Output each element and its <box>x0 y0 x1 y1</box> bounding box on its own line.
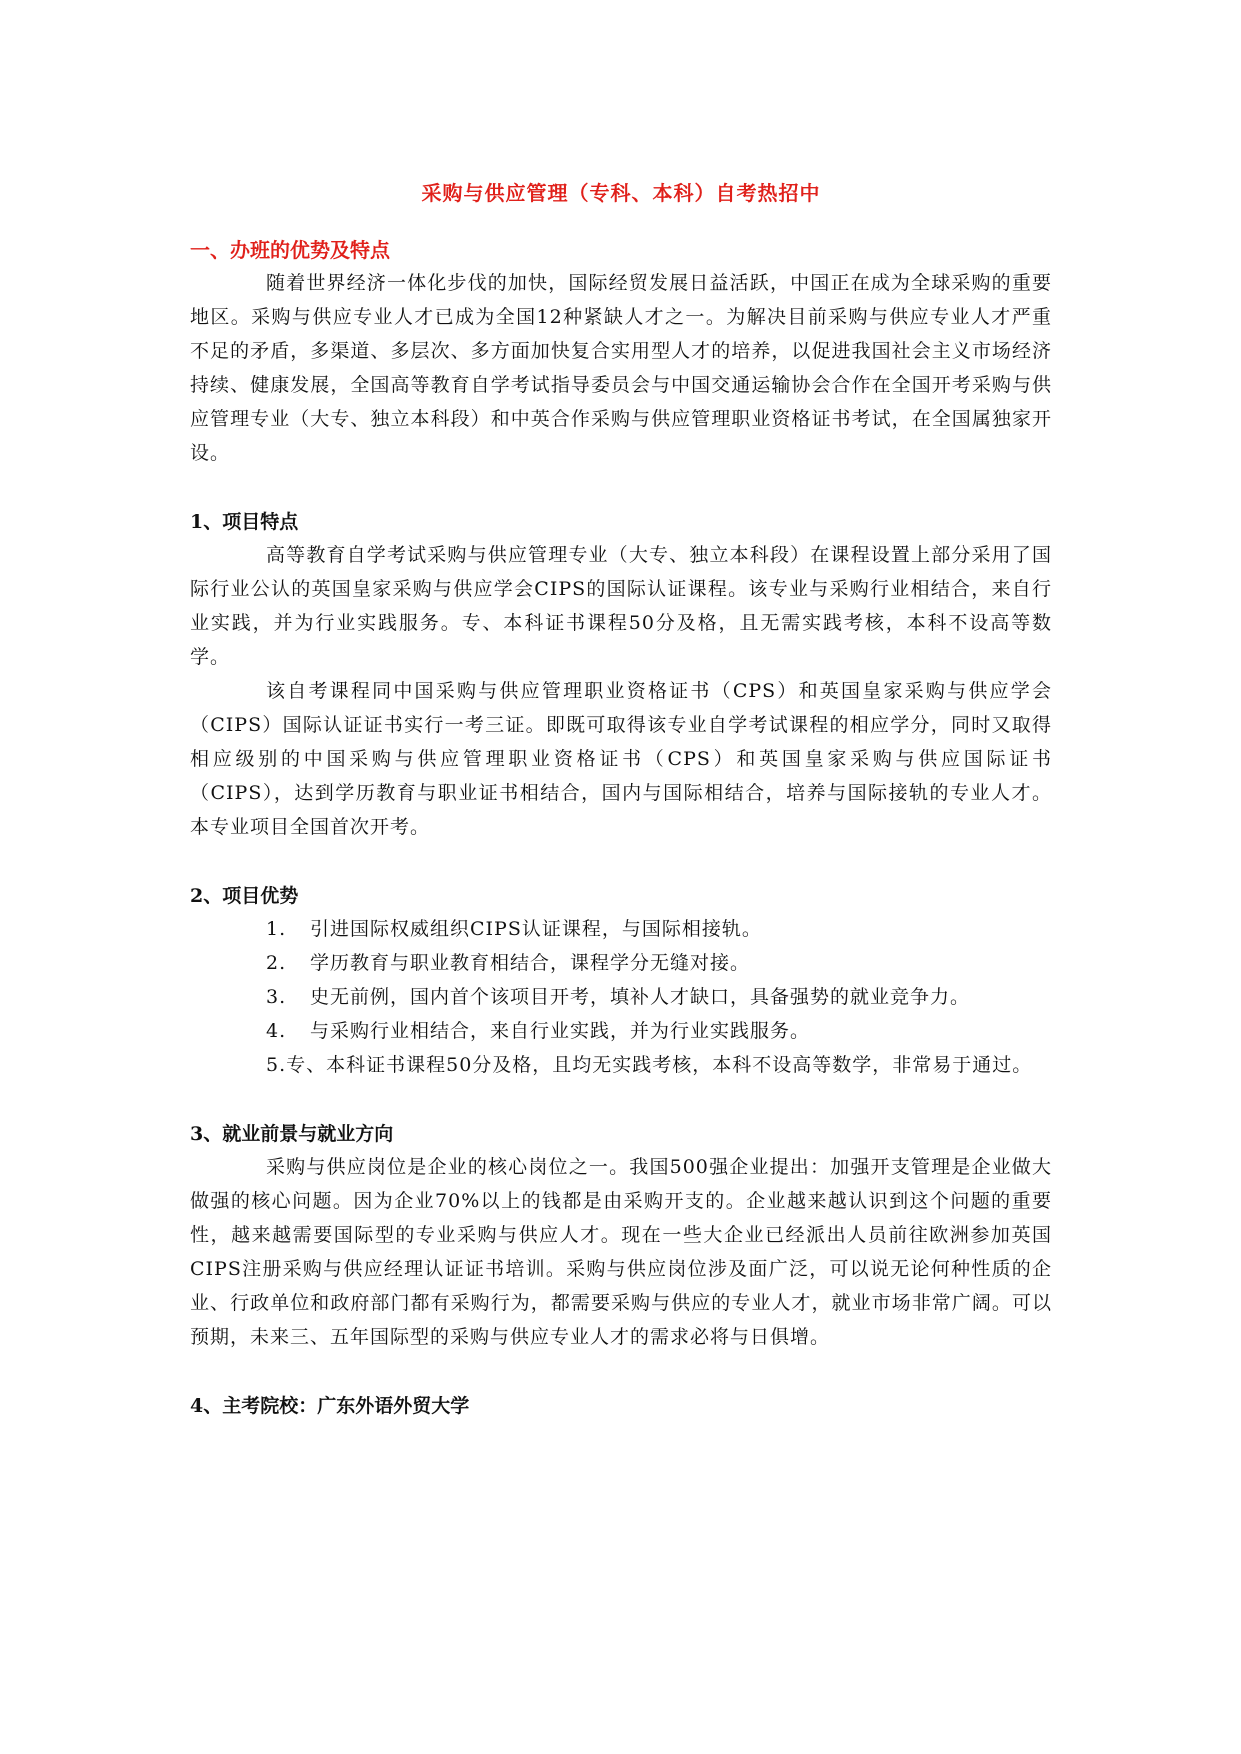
employment-prospects-paragraph: 采购与供应岗位是企业的核心岗位之一。我国500强企业提出：加强开支管理是企业做大做强的核心问题。因为企业70%以上的钱都是由采购开支的。企业越来越认识到这个问题的重要性，越来越需要国际型的专业采购与供应人才。现在一些大企业已经派出人员前往欧洲参加英国CIPS注册采购与供应经理认证证书培训。采购与供应岗位涉及面广泛，可以说无论何种性质的企业、行政单位和政府部门都有采购行为，都需要采购与供应的专业人才，就业市场非常广阔。可以预期，未来三、五年国际型的采购与供应专业人才的需求必将与日俱增。 <box>190 1156 1052 1348</box>
intro-paragraph: 随着世界经济一体化步伐的加快，国际经贸发展日益活跃，中国正在成为全球采购的重要地区。采购与供应专业人才已成为全国12种紧缺人才之一。为解决目前采购与供应专业人才严重不足的矛盾，多渠道、多层次、多方面加快复合实用型人才的培养，以促进我国社会主义市场经济持续、健康发展，全国高等教育自学考试指导委员会与中国交通运输协会合作在全国开考采购与供应管理专业（大专、独立本科段）和中英合作采购与供应管理职业资格证书考试，在全国属独家开设。 <box>190 272 1052 464</box>
list-item-text: 学历教育与职业教育相结合，课程学分无缝对接。 <box>310 952 751 974</box>
list-item <box>190 1014 1052 1048</box>
spacer <box>190 1082 1052 1118</box>
list-item <box>190 980 1052 1014</box>
list-item <box>190 946 1052 980</box>
section-heading-advantages: 一、办班的优势及特点 <box>190 238 390 262</box>
list-item-number: 1. <box>266 918 287 940</box>
document-title: 采购与供应管理（专科、本科）自考热招中 <box>421 181 821 205</box>
project-features-heading: 1、项目特点 <box>190 511 299 533</box>
list-item-text: 史无前例，国内首个该项目开考，填补人才缺口，具备强势的就业竞争力。 <box>310 986 971 1008</box>
list-item-text: 引进国际权威组织CIPS认证课程，与国际相接轨。 <box>310 918 762 940</box>
spacer <box>190 1354 1052 1390</box>
spacer <box>190 470 1052 506</box>
list-item-text: 与采购行业相结合，来自行业实践，并为行业实践服务。 <box>310 1020 811 1042</box>
project-features-paragraph-1: 高等教育自学考试采购与供应管理专业（大专、独立本科段）在课程设置上部分采用了国际行业公认的英国皇家采购与供应学会CIPS的国际认证课程。该专业与采购行业相结合，来自行业实践，并为行业实践服务。专、本科证书课程50分及格，且无需实践考核，本科不设高等数学。 <box>190 544 1052 668</box>
list-item-number: 4. <box>266 1020 287 1042</box>
employment-prospects-heading: 3、就业前景与就业方向 <box>190 1123 394 1145</box>
project-features-paragraph-2: 该自考课程同中国采购与供应管理职业资格证书（CPS）和英国皇家采购与供应学会（CIPS）国际认证证书实行一考三证。即既可取得该专业自学考试课程的相应学分，同时又取得相应级别的中国采购与供应管理职业资格证书（CPS）和英国皇家采购与供应国际证书（CIPS），达到学历教育与职业证书相结合，国内与国际相结合，培养与国际接轨的专业人才。本专业项目全国首次开考。 <box>190 680 1052 838</box>
examining-university-heading: 4、主考院校：广东外语外贸大学 <box>190 1395 470 1417</box>
project-advantages-heading: 2、项目优势 <box>190 885 299 907</box>
document-page <box>190 178 1052 1422</box>
list-item-number: 3. <box>266 986 287 1008</box>
list-item-last: 5.专、本科证书课程50分及格，且均无实践考核，本科不设高等数学，非常易于通过。 <box>266 1054 1033 1076</box>
list-item <box>190 912 1052 946</box>
spacer <box>190 844 1052 880</box>
advantages-list <box>190 912 1052 1082</box>
list-item-number: 2. <box>266 952 287 974</box>
